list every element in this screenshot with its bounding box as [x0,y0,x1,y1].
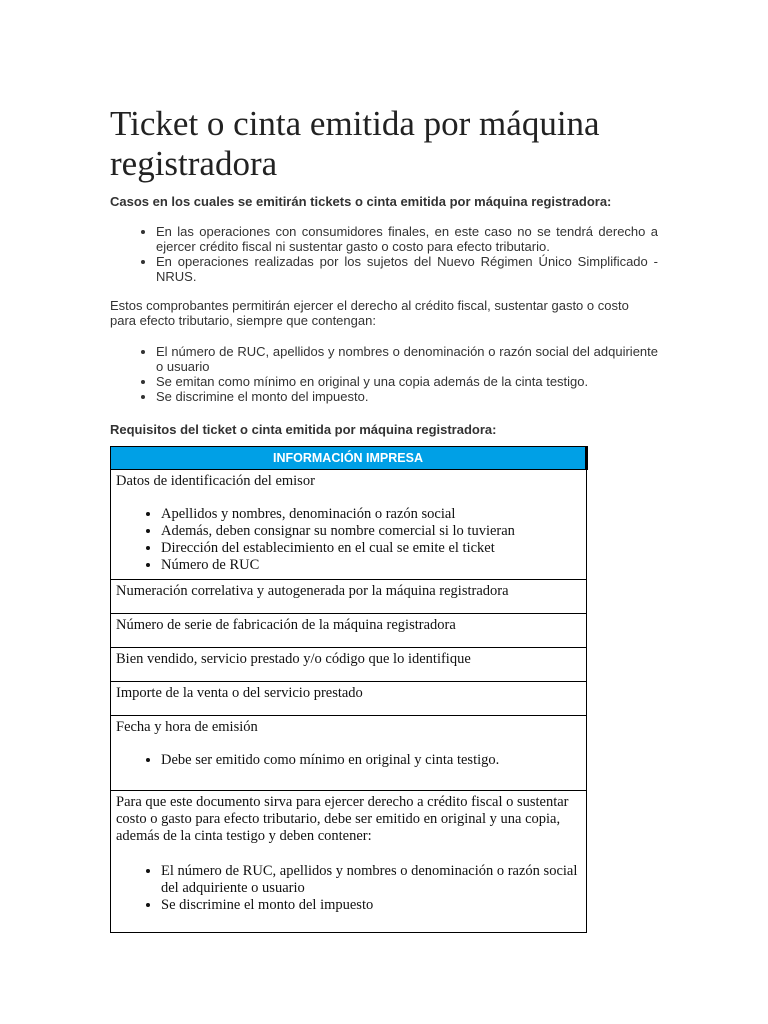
table-cell: Numeración correlativa y autogenerada por la máquina registradora [111,580,587,614]
table-cell [111,716,587,791]
cell-bullets [116,506,581,574]
table-row [111,614,587,648]
table-row [111,648,587,682]
list-item: • En las operaciones con consumidores finales, en este caso no se tendrá derecho a ejercer crédito fiscal ni sustentar gasto o costo para efecto tributario. [156,224,658,254]
conditions-list [110,344,658,404]
table-row [111,470,587,580]
table-row [111,682,587,716]
table-row [111,716,587,791]
cell-text: Para que este documento sirva para ejercer derecho a crédito fiscal o sustentar costo o gasto para efecto tributario, debe ser emitido en original y una copia, además de la cinta testigo y deben contener: [116,794,569,844]
list-item: • Debe ser emitido como mínimo en original y cinta testigo. [161,752,581,769]
requirements-heading: Requisitos del ticket o cinta emitida por máquina registradora: [110,422,497,437]
list-item: • En operaciones realizadas por los sujetos del Nuevo Régimen Único Simplificado - NRUS. [156,254,658,284]
table-header: INFORMACIÓN IMPRESA [111,447,587,470]
list-item: • Número de RUC [161,557,581,574]
table-cell: Bien vendido, servicio prestado y/o código que lo identifique [111,648,587,682]
list-item: • Se emitan como mínimo en original y una copia además de la cinta testigo. [156,374,658,389]
table-cell: Importe de la venta o del servicio prestado [111,682,587,716]
table-cell [111,791,587,933]
intro-paragraph: Estos comprobantes permitirán ejercer el derecho al crédito fiscal, sustentar gasto o costo para efecto tributario, siempre que contengan: [110,298,629,328]
requirements-table [110,446,588,933]
cell-text: Fecha y hora de emisión [116,719,258,735]
table-row [111,580,587,614]
list-item: • El número de RUC, apellidos y nombres o denominación o razón social del adquiriente o usuario [156,344,658,374]
cases-list [110,224,658,284]
list-item: • Dirección del establecimiento en el cual se emite el ticket [161,540,581,557]
table-row [111,791,587,933]
list-item: • Se discrimine el monto del impuesto. [156,389,658,404]
list-item: • Además, deben consignar su nombre comercial si lo tuvieran [161,523,581,540]
document [110,104,658,933]
table-cell [111,470,587,580]
cell-bullets [116,752,581,769]
cell-text: Datos de identificación del emisor [116,473,315,489]
table-cell: Número de serie de fabricación de la máquina registradora [111,614,587,648]
list-item: • Apellidos y nombres, denominación o razón social [161,506,581,523]
cases-heading: Casos en los cuales se emitirán tickets o cinta emitida por máquina registradora: [110,194,612,209]
page-title: Ticket o cinta emitida por máquina registradora [110,104,600,183]
list-item: • El número de RUC, apellidos y nombres o denominación o razón social del adquiriente o usuario [161,863,581,897]
list-item: • Se discrimine el monto del impuesto [161,897,581,914]
cell-bullets [116,863,581,914]
